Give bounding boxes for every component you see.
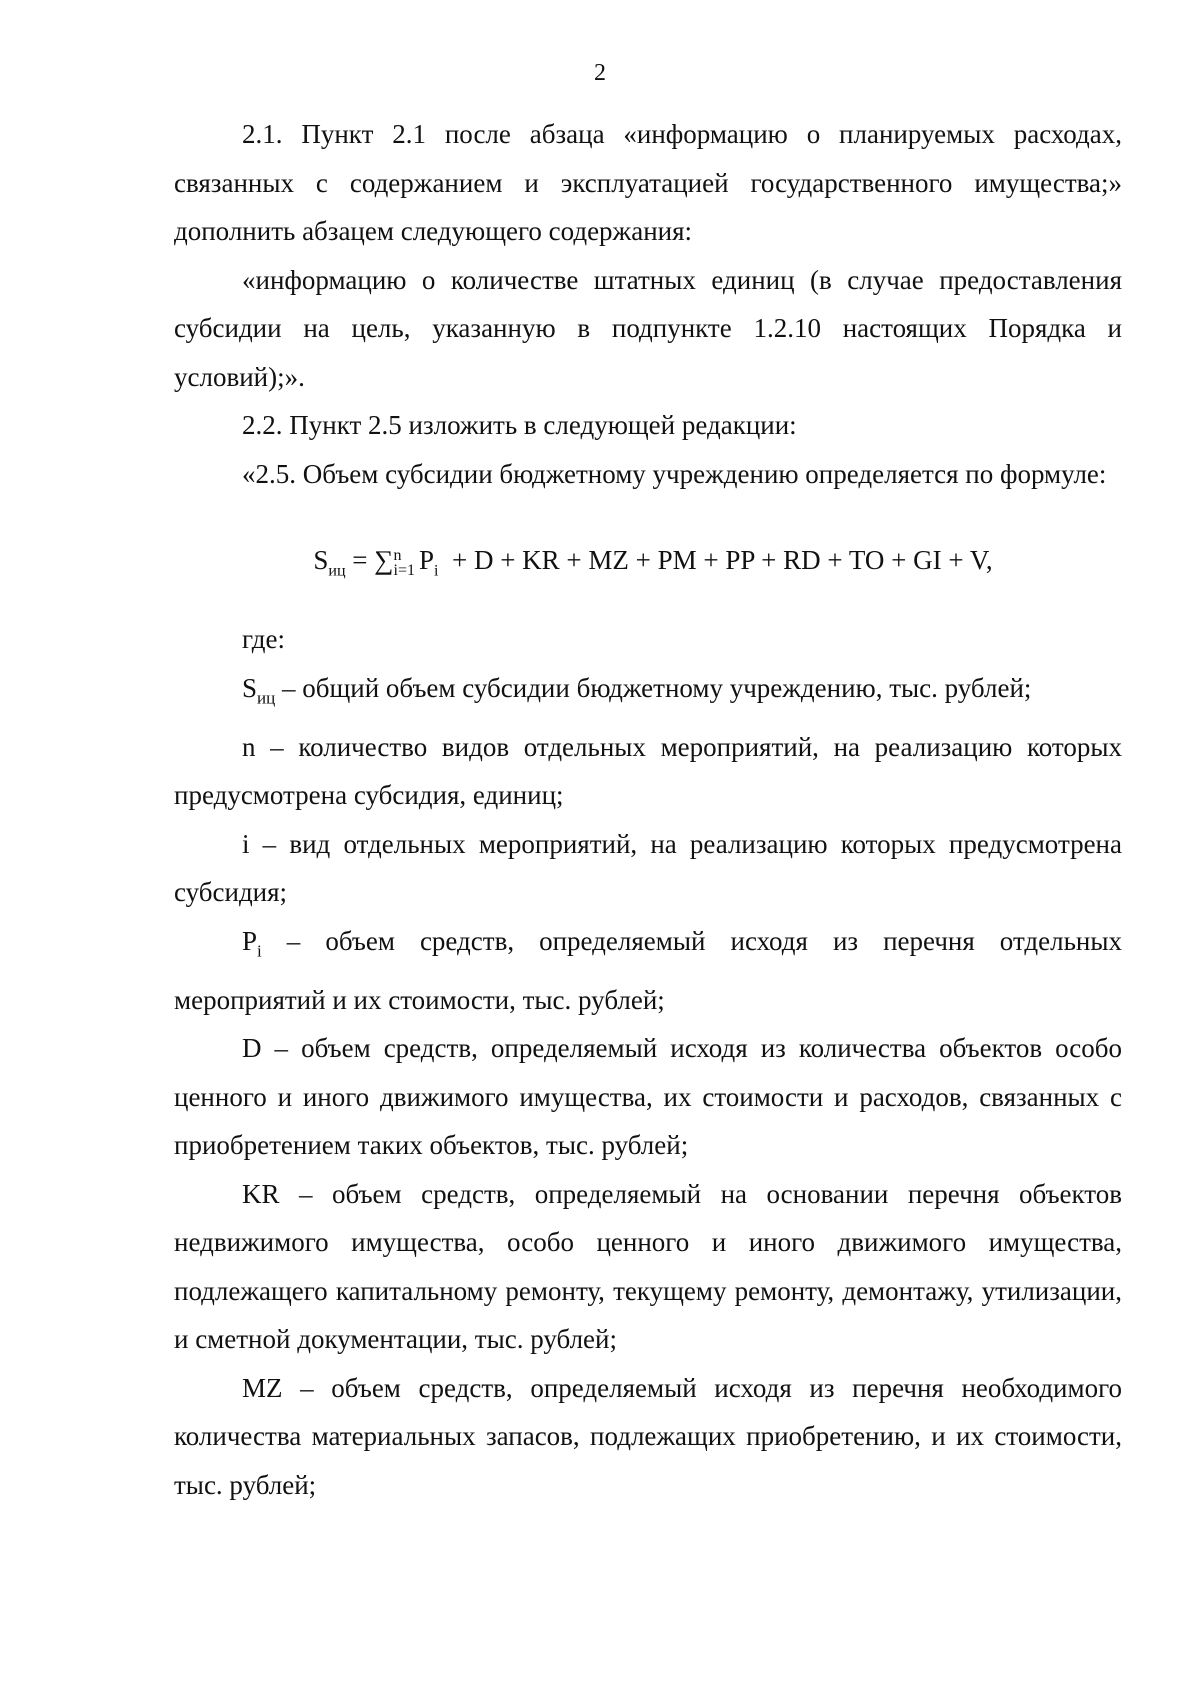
paragraph-2-5: «2.5. Объем субсидии бюджетному учреждению определяется по формуле: xyxy=(242,458,1107,489)
formula-equals: = xyxy=(352,545,368,575)
definition-symbol: MZ xyxy=(242,1372,283,1403)
formula-term-sub: i xyxy=(434,562,439,580)
definition-i xyxy=(174,820,1122,917)
formula-sigma-limits xyxy=(394,548,415,578)
definition-text: – общий объем субсидии бюджетному учреждению, тыс. рублей; xyxy=(275,672,1032,703)
definition-s-ic xyxy=(174,664,1122,723)
paragraph-2-1: 2.1. Пункт 2.1 после абзаца «информацию о планируемых расходах, связанных с содержанием и эксплуатацией государственного имущества;» дополнить абзацем следующего содержания: xyxy=(174,119,1122,246)
definition-text: – объем средств, определяемый исходя из количества объектов особо ценного и иного движимого имущества, их стоимости и расходов, связанных с приобретением таких объектов, тыс. рублей; xyxy=(174,1033,1122,1161)
where-label: где: xyxy=(242,624,285,655)
formula-rest: + D + KR + MZ + PM + PP + RD + TO + GI + V, xyxy=(451,545,993,575)
formula-sigma-sup: n xyxy=(393,546,402,564)
formula-sigma-sub: i=1 xyxy=(393,561,415,579)
definition-text: – объем средств, определяемый исходя из перечня необходимого количества материальных запасов, подлежащих приобретению, и их стоимости, тыс. рублей; xyxy=(174,1372,1122,1500)
definition-symbol: $P_i$ xyxy=(242,925,262,961)
formula-term: P xyxy=(418,545,435,575)
subsidy-formula xyxy=(174,536,1122,595)
definition-symbol: n xyxy=(242,731,256,762)
paragraph-quote-staff-units: «информацию о количестве штатных единиц (в случае предоставления субсидии на цель, указанную в подпункте 1.2.10 настоящих Порядка и условий);». xyxy=(174,264,1122,392)
definition-d xyxy=(174,1024,1122,1170)
definition-symbol: i xyxy=(242,828,250,859)
formula-lhs: S xyxy=(313,545,329,575)
formula-lhs-sub: иц xyxy=(328,562,346,580)
definition-symbol: D xyxy=(242,1033,262,1064)
page-number: 2 xyxy=(594,60,606,86)
definition-mz xyxy=(174,1364,1122,1510)
definition-text: – объем средств, определяемый на основании перечня объектов недвижимого имущества, особо ценного и иного движимого имущества, подлежащего капитальному ремонту, текущему ремонту, демонтажу, утилизации, и сметной документации, тыс. рублей; xyxy=(174,1178,1122,1355)
definition-p-i xyxy=(174,917,1122,1024)
definition-text: – вид отдельных мероприятий, на реализацию которых предусмотрена субсидия; xyxy=(174,828,1122,908)
document-body xyxy=(174,110,1122,1509)
definition-symbol: KR xyxy=(242,1178,280,1209)
paragraph-2-2: 2.2. Пункт 2.5 изложить в следующей редакции: xyxy=(242,410,797,440)
definition-n xyxy=(174,723,1122,820)
definition-symbol: $S_{иц}$ xyxy=(242,672,276,708)
formula-sigma: ∑ xyxy=(374,545,394,575)
definition-kr xyxy=(174,1170,1122,1364)
definition-text: – объем средств, определяемый исходя из перечня отдельных мероприятий и их стоимости, тыс. рублей; xyxy=(174,925,1122,1015)
definition-text: – количество видов отдельных мероприятий, на реализацию которых предусмотрена субсидия, единиц; xyxy=(174,731,1122,811)
